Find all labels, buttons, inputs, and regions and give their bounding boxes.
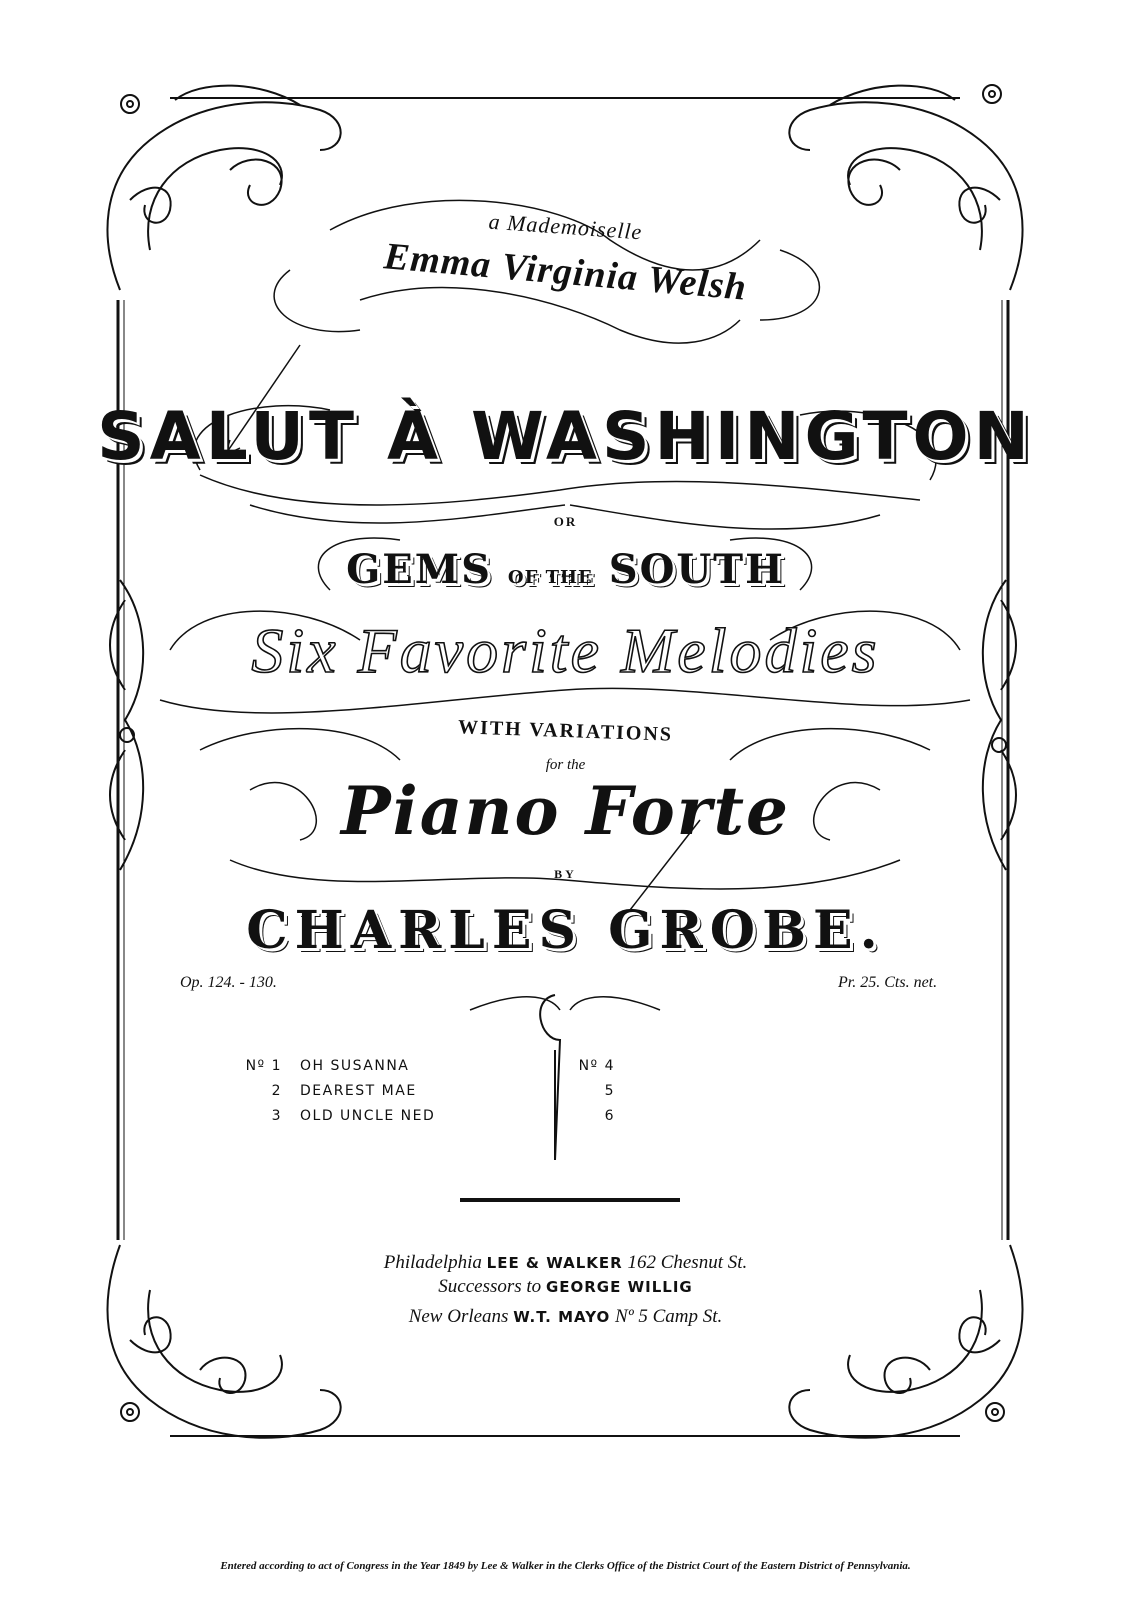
- contents-title: OLD UNCLE NED: [300, 1108, 436, 1124]
- subtitle-gems: GEMS: [346, 546, 492, 593]
- imprint-city: Philadelphia: [383, 1252, 482, 1273]
- opus-number: Op. 124. - 130.: [180, 974, 277, 991]
- instrument-title: Piano Forte: [341, 772, 790, 850]
- by-line: BY: [554, 867, 577, 881]
- variations-line: WITH VARIATIONS: [457, 716, 674, 746]
- contents-number-right: 5: [604, 1083, 615, 1099]
- imprint-publisher: LEE & WALKER: [486, 1254, 623, 1272]
- imprint-publisher-2: W.T. MAYO: [513, 1308, 611, 1326]
- imprint-address-2: Nº 5 Camp St.: [615, 1306, 723, 1327]
- imprint-line-3: [0, 1306, 1131, 1328]
- contents-number: Nº 1: [245, 1058, 282, 1074]
- copyright-notice: Entered according to act of Congress in the Year 1849 by Lee & Walker in the Clerks Office of the District Court of the Eastern District of Pennsylvania.: [220, 1560, 911, 1572]
- melodies-line: Six Favorite Melodies: [251, 615, 880, 686]
- contents-number: 3: [271, 1108, 282, 1124]
- price: Pr. 25. Cts. net.: [838, 974, 938, 991]
- subtitle: [0, 546, 1131, 593]
- imprint-address: 162 Chesnut St.: [627, 1252, 748, 1273]
- imprint-city-2: New Orleans: [408, 1306, 509, 1327]
- dedication-prefix: a Mademoiselle: [487, 208, 644, 245]
- main-title: SALUT À WASHINGTON: [97, 398, 1034, 475]
- contents-number: 2: [271, 1083, 282, 1099]
- for-the-line: for the: [545, 757, 586, 773]
- imprint-line-2: [0, 1276, 1131, 1298]
- imprint-line-1: [0, 1252, 1131, 1274]
- subtitle-south: SOUTH: [608, 546, 785, 593]
- contents-number-right: 6: [604, 1108, 615, 1124]
- title-or: OR: [553, 514, 578, 529]
- subtitle-of-the: OF THE: [507, 567, 593, 588]
- contents-number-right: Nº 4: [578, 1058, 615, 1074]
- contents-title: OH SUSANNA: [300, 1058, 410, 1074]
- dedicatee-name: Emma Virginia Welsh: [382, 235, 749, 309]
- imprint-predecessor: GEORGE WILLIG: [545, 1278, 693, 1296]
- contents-title: DEAREST MAE: [300, 1083, 417, 1099]
- composer-name: CHARLES GROBE.: [246, 900, 885, 961]
- imprint-successors: Successors to: [438, 1276, 542, 1297]
